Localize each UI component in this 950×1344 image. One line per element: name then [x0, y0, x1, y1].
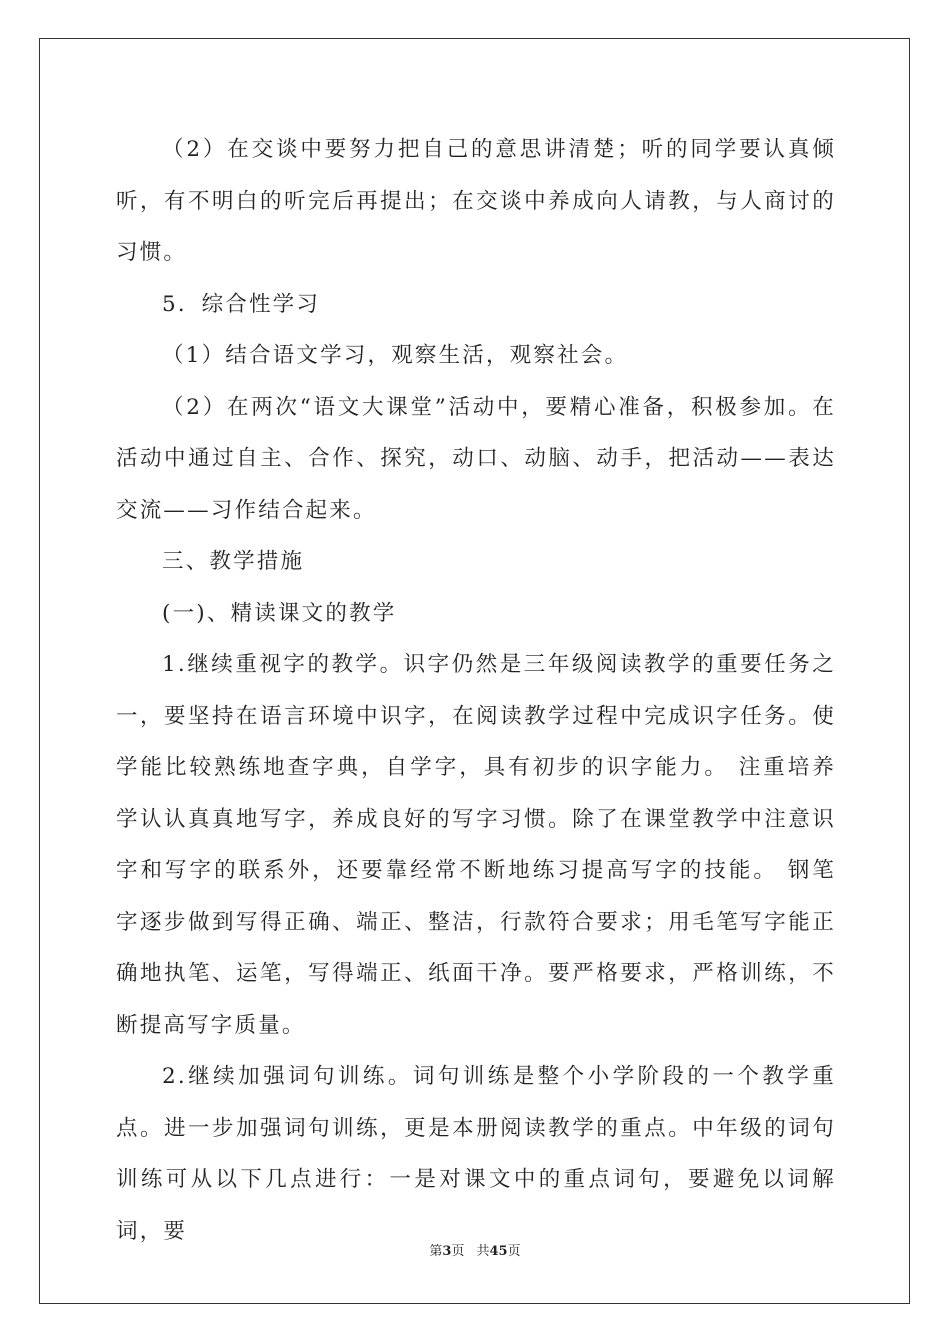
document-body [116, 124, 836, 1257]
page-footer [0, 1240, 950, 1259]
paragraph-listening-habits: （2）在交谈中要努力把自己的意思讲清楚；听的同学要认真倾听，有不明白的听完后再提出；在交谈中养成向人请教，与人商讨的习惯。 [116, 137, 836, 265]
footer-total-pages: 45 [489, 1244, 508, 1259]
paragraph-character-teaching: 1.继续重视字的教学。识字仍然是三年级阅读教学的重要任务之一，要坚持在语言环境中识字，在阅读教学过程中完成识字任务。使学能比较熟练地查字典，自学字，具有初步的识字能力。 注重培养学认认真真地写字，养成良好的写字习惯。除了在课堂教学中注意识字和写字的联系外，还要靠经常不断地练习提高写字的技能。 钢笔字逐步做到写得正确、端正、整洁，行款符合要求；用毛笔写字能正确地执笔、运笔，写得端正、纸面干净。要严格要求，严格训练，不断提高写字质量。 [116, 652, 836, 1038]
paragraph-chinese-classroom: （2）在两次“语文大课堂”活动中，要精心准备，积极参加。在活动中通过自主、合作、探究，动口、动脑、动手，把活动——表达交流——习作结合起来。 [116, 394, 836, 523]
heading-intensive-reading: (一)、精读课文的教学 [162, 600, 397, 626]
footer-prefix: 第 [429, 1244, 443, 1259]
heading-comprehensive-learning: 5．综合性学习 [162, 291, 321, 317]
paragraph-sentence-training: 2.继续加强词句训练。词句训练是整个小学阶段的一个教学重点。进一步加强词句训练，更是本册阅读教学的重点。中年级的词句训练可从以下几点进行：一是对课文中的重点词句，要避免以词解词，要 [116, 1064, 836, 1244]
footer-page-number: 3 [442, 1244, 452, 1259]
footer-page-suffix: 页 [451, 1244, 465, 1259]
paragraph-observe-life: （1）结合语文学习，观察生活，观察社会。 [162, 343, 629, 368]
heading-teaching-measures: 三、教学措施 [162, 549, 305, 574]
footer-total-suffix: 页 [507, 1244, 521, 1259]
footer-total-prefix: 共 [476, 1244, 490, 1259]
